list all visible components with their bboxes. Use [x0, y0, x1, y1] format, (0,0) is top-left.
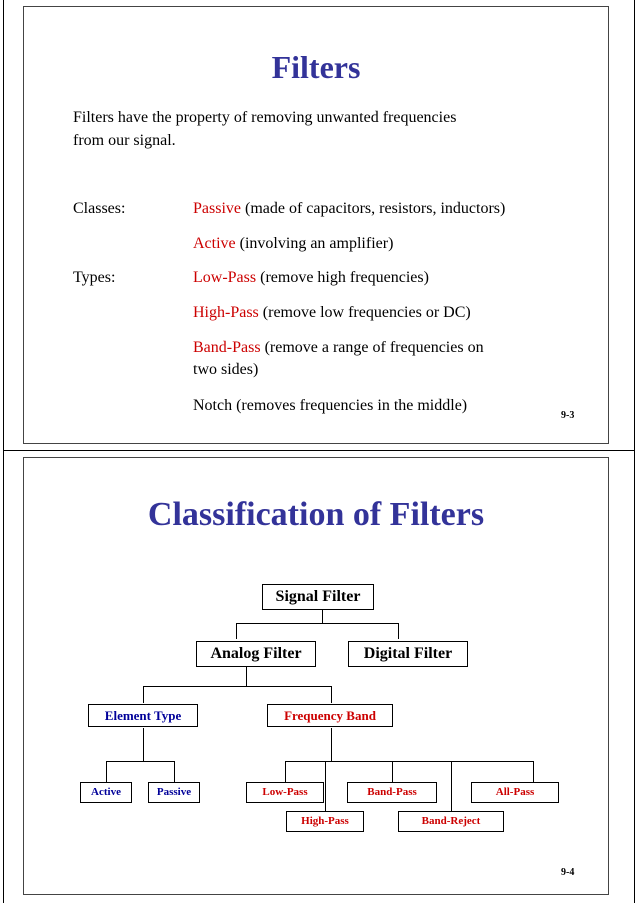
connector — [106, 761, 107, 782]
connector — [331, 686, 332, 703]
node-analog-filter: Analog Filter — [196, 641, 316, 667]
term-passive: Passive — [193, 200, 241, 217]
type-band-pass — [193, 338, 484, 358]
connector — [143, 728, 144, 761]
connector — [236, 623, 237, 639]
connector — [322, 610, 323, 623]
term-low-pass: Low-Pass — [193, 269, 257, 286]
classes-label: Classes: — [73, 200, 126, 217]
node-all-pass: All-Pass — [471, 782, 559, 803]
node-frequency-band: Frequency Band — [267, 704, 393, 727]
connector — [285, 761, 533, 762]
slide-filters — [23, 6, 609, 444]
type-low-pass — [193, 268, 429, 288]
type-band-pass-cont: two sides) — [193, 361, 259, 378]
connector — [398, 623, 399, 639]
node-band-reject: Band-Reject — [398, 811, 504, 832]
desc-band-pass: (remove a range of frequencies on — [260, 339, 484, 356]
connector — [174, 761, 175, 782]
connector — [143, 686, 331, 687]
left-edge-line — [3, 0, 4, 903]
term-high-pass: High-Pass — [193, 304, 259, 321]
connector — [392, 761, 393, 782]
intro-line-2: from our signal. — [73, 132, 176, 149]
right-edge-line — [634, 0, 635, 903]
connector — [451, 761, 452, 811]
term-band-pass: Band-Pass — [193, 339, 261, 356]
node-band-pass: Band-Pass — [347, 782, 437, 803]
term-active: Active — [193, 235, 236, 252]
desc-high-pass: (remove low frequencies or DC) — [258, 304, 471, 321]
connector — [331, 728, 332, 761]
connector — [106, 761, 174, 762]
node-high-pass: High-Pass — [286, 811, 364, 832]
connector — [285, 761, 286, 782]
connector — [533, 761, 534, 782]
node-active: Active — [80, 782, 132, 803]
class-active — [193, 234, 393, 254]
desc-active: (involving an amplifier) — [235, 235, 394, 252]
type-notch: Notch (removes frequencies in the middle) — [193, 397, 468, 414]
node-element-type: Element Type — [88, 704, 198, 727]
node-passive: Passive — [148, 782, 200, 803]
connector — [325, 761, 326, 811]
node-low-pass: Low-Pass — [246, 782, 324, 803]
types-label: Types: — [73, 269, 116, 286]
connector — [246, 666, 247, 686]
desc-passive: (made of capacitors, resistors, inductors) — [241, 200, 506, 217]
slide-title: Filters — [271, 49, 361, 85]
desc-low-pass: (remove high frequencies) — [256, 269, 429, 286]
page-number: 9-3 — [561, 410, 575, 421]
class-passive — [193, 199, 505, 219]
page-divider — [3, 450, 635, 451]
intro-line-1: Filters have the property of removing unwanted frequencies — [73, 109, 457, 126]
type-high-pass — [193, 303, 471, 323]
node-digital-filter: Digital Filter — [348, 641, 468, 667]
page-number: 9-4 — [561, 867, 575, 878]
slide-classification — [23, 457, 609, 895]
connector — [236, 623, 398, 624]
connector — [143, 686, 144, 703]
slide-title: Classification of Filters — [147, 496, 485, 533]
node-signal-filter: Signal Filter — [262, 584, 374, 610]
